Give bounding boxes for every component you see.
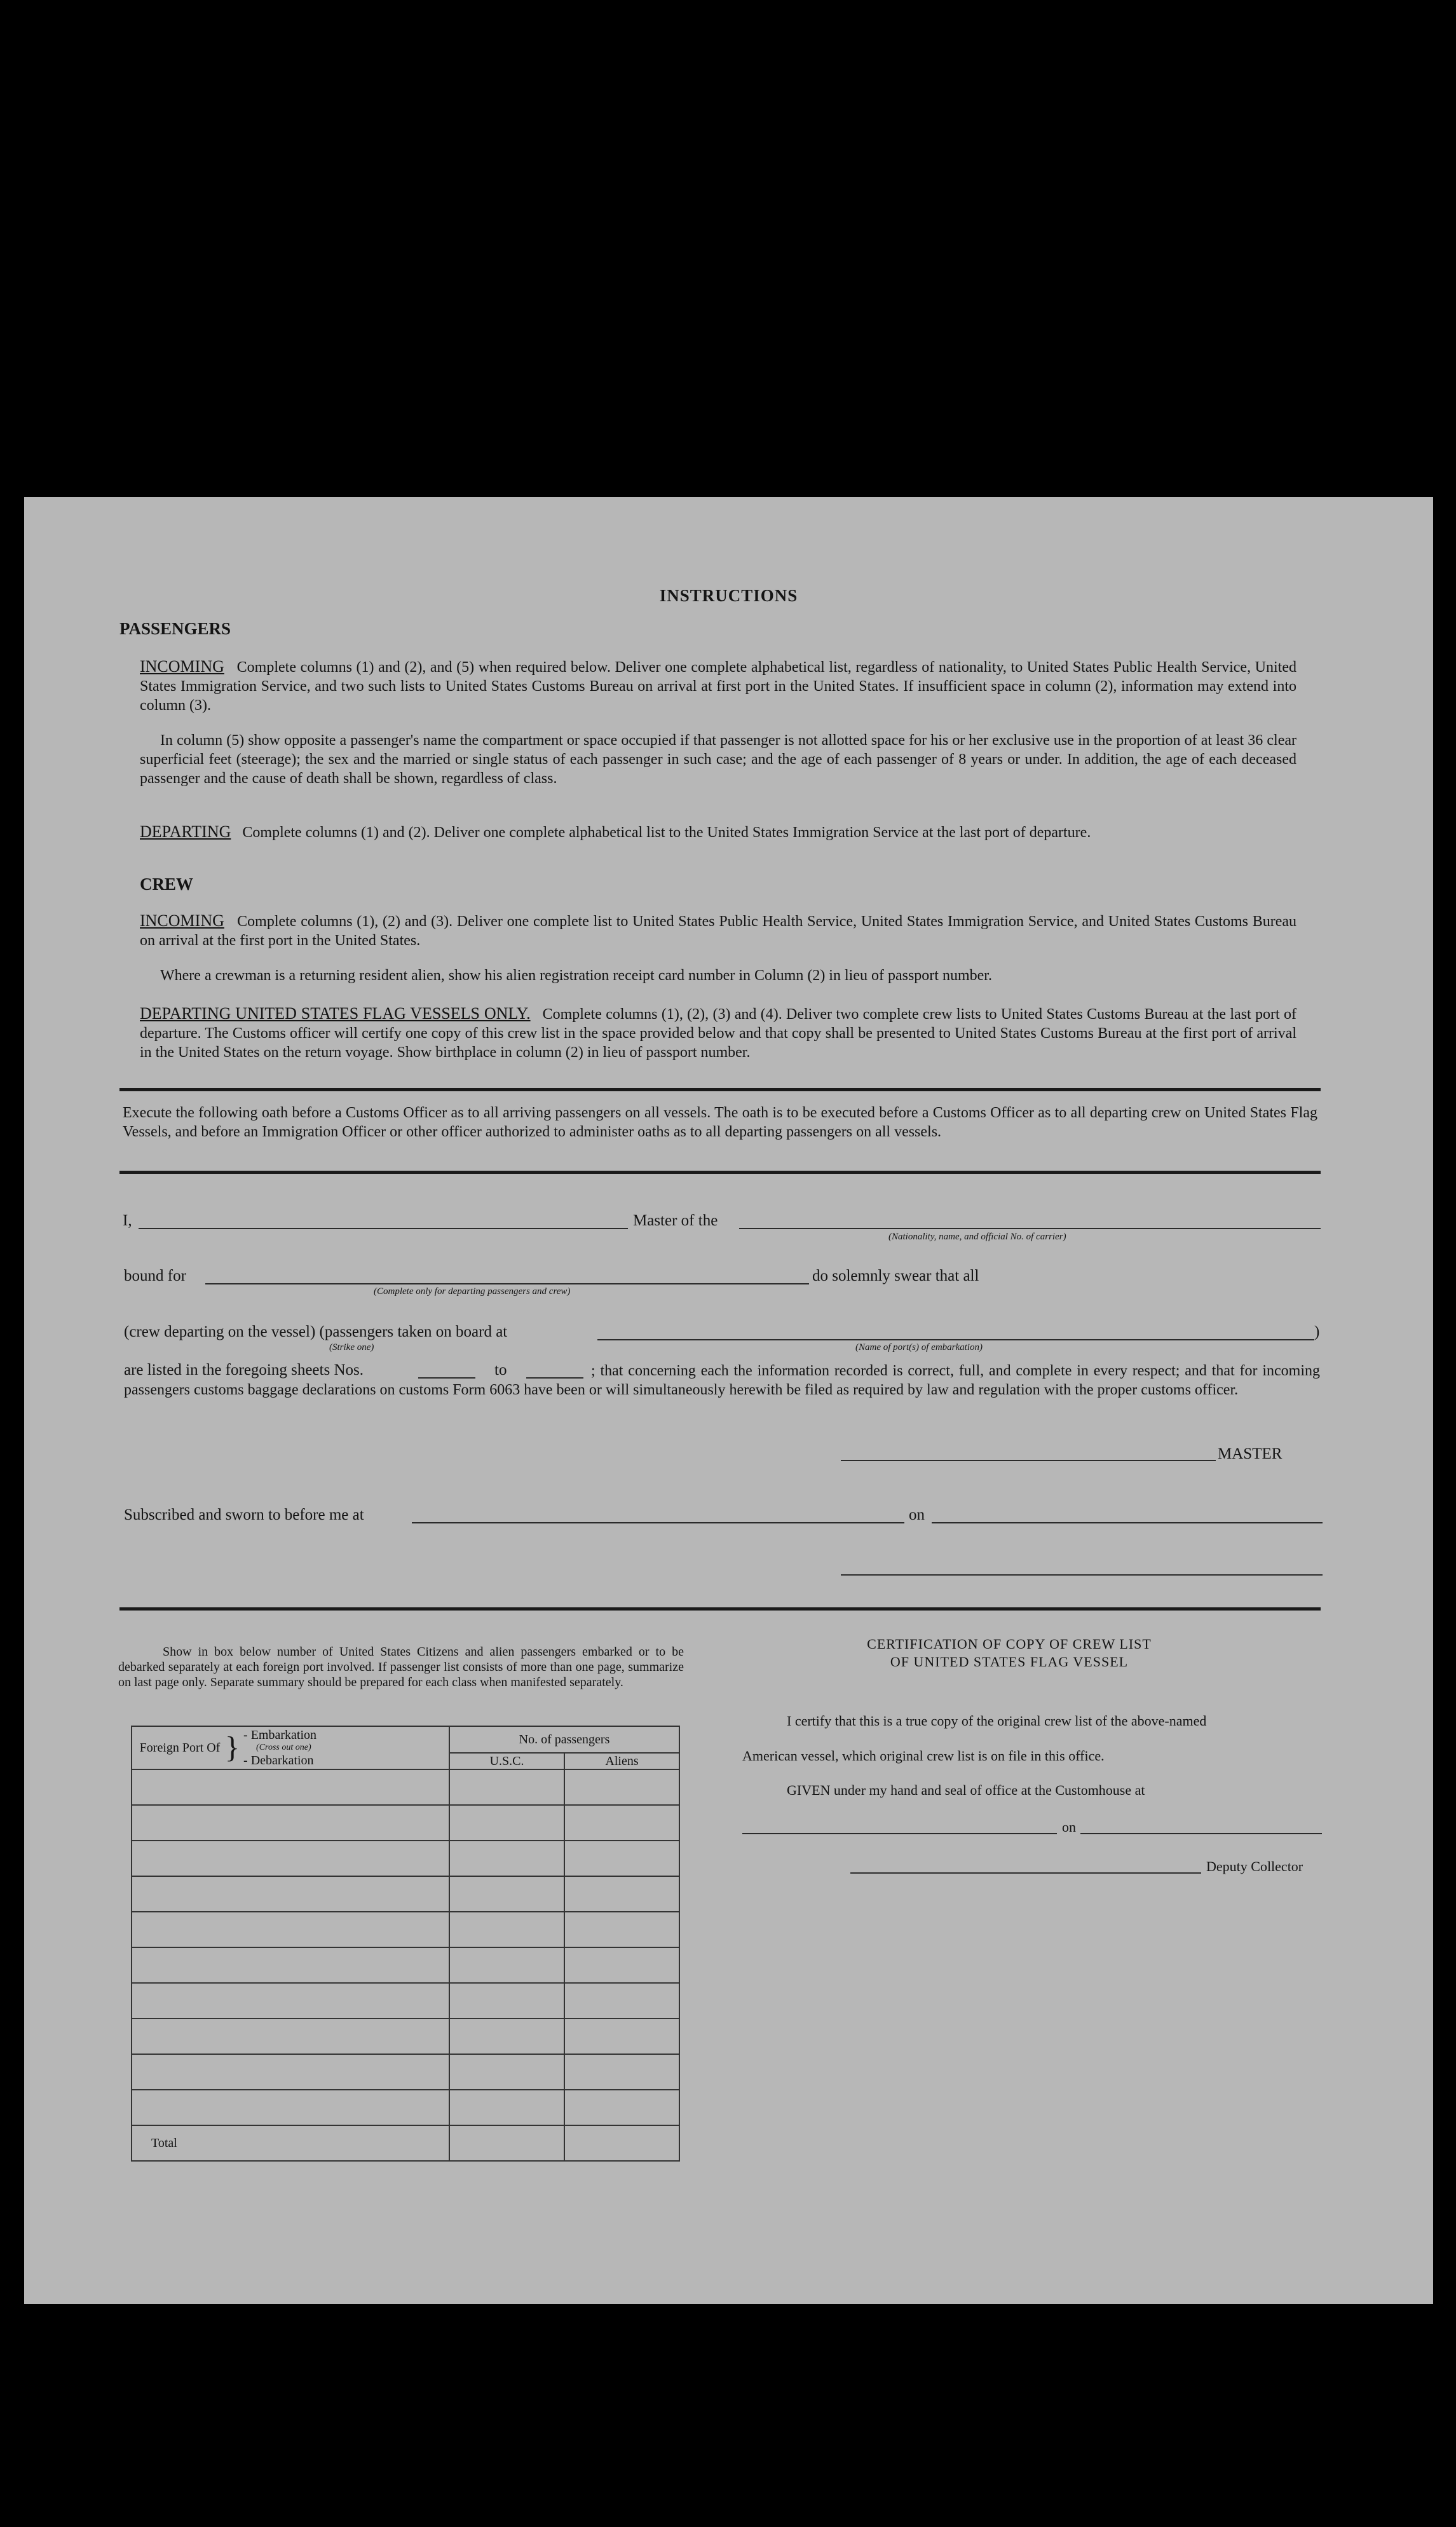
oath-instructions: Execute the following oath before a Customs Officer as to all arriving passengers on all vessels. The oath is to be executed before a Customs Officer as to all departing crew on United States Flag Vessels, and before an Immigration Officer or other officer authorized to administer oaths as to all departing passengers on all vessels. xyxy=(123,1105,1317,1140)
aliens-cell[interactable] xyxy=(564,1769,679,1805)
embarkation-label: - Embarkation xyxy=(243,1728,317,1742)
usc-cell[interactable] xyxy=(449,1769,564,1805)
port-cell[interactable] xyxy=(132,1769,449,1805)
no-passengers-header: No. of passengers xyxy=(449,1726,679,1753)
crew-departing-text: Complete columns (1), (2), (3) and (4). Deliver two complete crew lists to United States Customs Bureau at the last port of departure. The Customs officer will certify one copy of this crew list in the space provided below and that copy shall be presented to United States Customs Bureau at the first port of arrival in the United States on the return voyage. Show birthplace in column (2) in lieu of passport number. xyxy=(140,1006,1296,1061)
section-divider xyxy=(119,1607,1321,1611)
master-label: MASTER xyxy=(1218,1445,1283,1462)
subscribed-place-field[interactable] xyxy=(412,1522,904,1523)
foreign-port-label: Foreign Port Of xyxy=(139,1741,221,1755)
aliens-cell[interactable] xyxy=(564,1947,679,1983)
on-label: on xyxy=(909,1506,925,1523)
sheets-label: are listed in the foregoing sheets Nos. xyxy=(124,1361,364,1379)
crew-alien-paragraph: Where a crewman is a returning resident alien, show his alien registration receipt card number in Column (2) in lieu of passport number. xyxy=(160,967,992,984)
passengers-departing-text: Complete columns (1) and (2). Deliver one complete alphabetical list to the United States Immigration Service at the last port of departure. xyxy=(242,824,1091,841)
table-row xyxy=(132,1947,679,1983)
table-row xyxy=(132,1769,679,1805)
carrier-caption: (Nationality, name, and official No. of carrier) xyxy=(888,1232,1066,1242)
crew-incoming-text: Complete columns (1), (2) and (3). Deliver one complete list to United States Public Health Service, United States Immigration Service, and United States Customs Bureau on arrival at the first port in the United States. xyxy=(140,913,1297,949)
port-cell[interactable] xyxy=(132,1876,449,1912)
passengers-incoming-text: Complete columns (1) and (2), and (5) when required below. Deliver one complete alphabetical list, regardless of nationality, to United States Public Health Service, United States Immigration Service, and two such lists to United States Customs Bureau on arrival at first port in the United States. If insufficient space in column (2), information may extend into column (3). xyxy=(140,659,1296,714)
passengers-departing-paragraph xyxy=(140,822,1296,842)
subscribed-label: Subscribed and sworn to before me at xyxy=(124,1506,364,1523)
table-row xyxy=(132,1841,679,1876)
strike-one-caption: (Strike one) xyxy=(329,1342,374,1352)
usc-cell[interactable] xyxy=(449,2054,564,2090)
crew-departing-paragraph xyxy=(140,1004,1296,1062)
port-cell[interactable] xyxy=(132,1841,449,1876)
summary-instructions: Show in box below number of United States Citizens and alien passengers embarked or to be debarked separately at each foreign port involved. If passenger list consists of more than one page, summarize on last page only. Separate summary should be prepared for each class when manifested separately. xyxy=(118,1645,684,1689)
crew-departing-label: DEPARTING UNITED STATES FLAG VESSELS ONLY. xyxy=(140,1004,531,1023)
usc-cell[interactable] xyxy=(449,2090,564,2125)
oath-certification-text: ; that concerning each the information recorded is correct, full, and complete in every respect; and that for incoming passengers customs baggage declarations on customs Form 6063 have been or will simultaneously herewith be filed as required by law and regulation with the proper customs officer. xyxy=(124,1363,1320,1398)
customhouse-field[interactable] xyxy=(742,1833,1057,1834)
passengers-departing-label: DEPARTING xyxy=(140,822,231,841)
port-cell[interactable] xyxy=(132,2054,449,2090)
port-header-cell xyxy=(132,1726,449,1769)
cert-on-label: on xyxy=(1062,1819,1076,1835)
section-divider xyxy=(119,1171,1321,1174)
swear-text: do solemnly swear that all xyxy=(812,1267,979,1284)
embarkation-port-field[interactable] xyxy=(597,1339,1314,1340)
crew-incoming-paragraph xyxy=(140,911,1296,950)
page-title: INSTRUCTIONS xyxy=(659,586,798,605)
usc-cell[interactable] xyxy=(449,1983,564,2019)
master-of-label: Master of the xyxy=(633,1212,718,1229)
aliens-cell[interactable] xyxy=(564,1876,679,1912)
total-aliens-cell[interactable] xyxy=(564,2125,679,2161)
port-cell[interactable] xyxy=(132,1805,449,1841)
cross-out-caption: (Cross out one) xyxy=(256,1743,311,1752)
table-row xyxy=(132,2054,679,2090)
passengers-heading: PASSENGERS xyxy=(119,619,231,638)
passengers-column5-paragraph: In column (5) show opposite a passenger's name the compartment or space occupied if that passenger is not allotted space for his or her exclusive use in the proportion of at least 36 clear superficial feet (steerage); the sex and the married or single status of each passenger in such case; and the age of each passenger of 8 years or under. In addition, the age of each deceased passenger and the cause of death shall be shown, regardless of class. xyxy=(140,732,1296,787)
usc-cell[interactable] xyxy=(449,1947,564,1983)
total-usc-cell[interactable] xyxy=(449,2125,564,2161)
port-cell[interactable] xyxy=(132,1947,449,1983)
usc-cell[interactable] xyxy=(449,1841,564,1876)
passenger-summary-table xyxy=(131,1726,680,2162)
table-row xyxy=(132,1912,679,1947)
certify-text-line1: I certify that this is a true copy of the original crew list of the above-named xyxy=(787,1713,1207,1729)
crew-incoming-label: INCOMING xyxy=(140,911,224,930)
port-cell[interactable] xyxy=(132,1912,449,1947)
bound-for-field[interactable] xyxy=(205,1283,809,1284)
total-label: Total xyxy=(132,2125,449,2161)
aliens-header: Aliens xyxy=(564,1753,679,1769)
form-page xyxy=(24,497,1433,2304)
given-text: GIVEN under my hand and seal of office at the Customhouse at xyxy=(787,1782,1145,1798)
aliens-cell[interactable] xyxy=(564,1983,679,2019)
total-row xyxy=(132,2125,679,2161)
master-name-field[interactable] xyxy=(139,1228,628,1229)
debarkation-label: - Debarkation xyxy=(243,1754,314,1768)
aliens-cell[interactable] xyxy=(564,2090,679,2125)
usc-cell[interactable] xyxy=(449,1876,564,1912)
usc-cell[interactable] xyxy=(449,2019,564,2054)
bound-caption: (Complete only for departing passengers and crew) xyxy=(374,1286,571,1297)
port-cell[interactable] xyxy=(132,1983,449,2019)
aliens-cell[interactable] xyxy=(564,1805,679,1841)
certification-title-line1: CERTIFICATION OF COPY OF CREW LIST xyxy=(867,1636,1152,1652)
carrier-field[interactable] xyxy=(739,1228,1321,1229)
brace-glyph: } xyxy=(225,1731,240,1764)
usc-header: U.S.C. xyxy=(449,1753,564,1769)
crew-passengers-text: (crew departing on the vessel) (passengers taken on board at xyxy=(124,1323,508,1340)
sheets-to-label: to xyxy=(494,1361,507,1379)
table-row xyxy=(132,1876,679,1912)
usc-cell[interactable] xyxy=(449,1912,564,1947)
subscribed-date-field[interactable] xyxy=(932,1522,1323,1523)
port-cell[interactable] xyxy=(132,2019,449,2054)
officer-signature-field[interactable] xyxy=(841,1574,1323,1576)
usc-cell[interactable] xyxy=(449,1805,564,1841)
bound-for-label: bound for xyxy=(124,1267,186,1284)
passengers-incoming-label: INCOMING xyxy=(140,657,224,676)
certify-text-line2: American vessel, which original crew list is on file in this office. xyxy=(742,1748,1105,1764)
table-row xyxy=(132,2090,679,2125)
deputy-signature-field[interactable] xyxy=(850,1872,1201,1874)
port-cell[interactable] xyxy=(132,2090,449,2125)
crew-heading: CREW xyxy=(140,875,194,894)
table-row xyxy=(132,1805,679,1841)
aliens-cell[interactable] xyxy=(564,2019,679,2054)
aliens-cell[interactable] xyxy=(564,1912,679,1947)
close-paren: ) xyxy=(1314,1323,1320,1340)
aliens-cell[interactable] xyxy=(564,1841,679,1876)
section-divider xyxy=(119,1088,1321,1091)
passengers-incoming-paragraph xyxy=(140,657,1296,715)
cert-date-field[interactable] xyxy=(1080,1833,1322,1834)
port-caption: (Name of port(s) of embarkation) xyxy=(855,1342,983,1352)
oath-i-label: I, xyxy=(123,1212,132,1229)
master-signature-field[interactable] xyxy=(841,1460,1216,1461)
table-row xyxy=(132,2019,679,2054)
certification-title-line2: OF UNITED STATES FLAG VESSEL xyxy=(890,1654,1129,1670)
aliens-cell[interactable] xyxy=(564,2054,679,2090)
table-row xyxy=(132,1983,679,2019)
deputy-collector-label: Deputy Collector xyxy=(1206,1858,1303,1874)
